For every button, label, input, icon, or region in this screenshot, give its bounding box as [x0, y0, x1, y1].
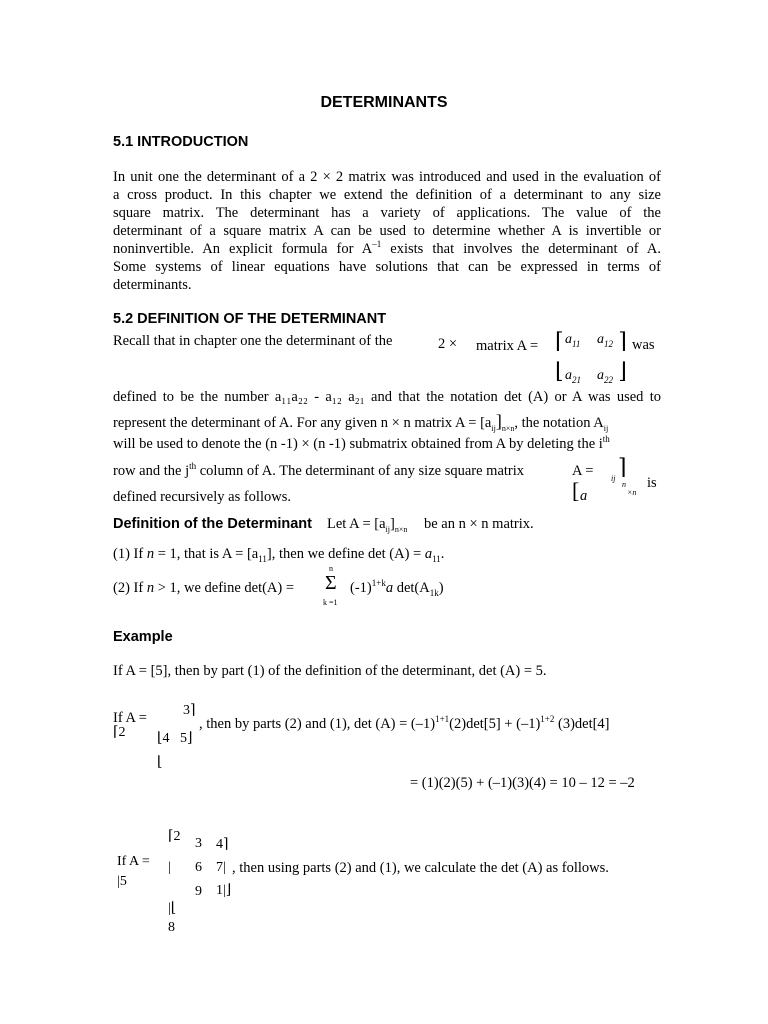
- A-equals: A =: [572, 463, 594, 479]
- intro-line-6: Some systems of linear equations have solutions that can be expressed in terms of: [113, 259, 661, 275]
- will-be-line: will be used to denote the (n -1) × (n -1) submatrix obtained from A by deleting the $i^{th}$: [113, 434, 610, 452]
- intro-line-4: determinant of a square matrix A can be used to determine whether A is invertible or: [113, 223, 661, 239]
- xn-subscript: ×n: [627, 488, 637, 497]
- sigma-symbol: Σ: [325, 572, 337, 594]
- section-heading-definition: 5.2 DEFINITION OF THE DETERMINANT: [113, 311, 387, 327]
- section-heading-introduction: 5.1 INTRODUCTION: [113, 134, 249, 150]
- entry-a22: $a_{22}$: [597, 368, 613, 385]
- example-3-text: , then using parts (2) and (1), we calculate the det (A) as follows.: [232, 860, 609, 876]
- a-entry: a: [580, 488, 588, 504]
- ex3-if: If A =: [117, 854, 150, 869]
- represent-line: represent the determinant of A. For any given n × n matrix $A = [a_{ij}]_{n\times n}$, the notation $A_{ij}$: [113, 411, 609, 433]
- ij-subscript: ij: [611, 474, 616, 483]
- inverse-superscript: –1: [372, 239, 382, 250]
- intro-line-1: In unit one the determinant of a 2 × 2 matrix was introduced and used in the evaluation of: [113, 169, 661, 185]
- bracket-right-top: ⌉: [618, 454, 627, 479]
- row-line: row and the $j^{th}$ column of A. The determinant of any size square matrix: [113, 461, 525, 479]
- sigma-top: n: [329, 564, 333, 573]
- example-2-text: , then by parts (2) and (1), $\det (A) = (-1)^{1+1}(2)\det[5] + (-1)^{1+2}$ (3)det[4]: [199, 714, 610, 732]
- matrix-2x2-example: ⌈2 3⌉ ⌊4 5⌋ ⌊: [113, 703, 196, 770]
- definition-label: Definition of the Determinant: [113, 516, 312, 532]
- defined-recursively: defined recursively as follows.: [113, 489, 291, 505]
- example-2-if: If A =: [113, 710, 147, 726]
- n-subscript: n: [622, 480, 626, 489]
- was-word: was: [632, 337, 655, 353]
- intro-line-7: determinants.: [113, 277, 192, 293]
- sigma-bottom: k =1: [323, 598, 338, 607]
- entry-a12: $a_{12}$: [597, 332, 613, 349]
- matrix-3x3-example: ⌈2 3 4⌉ If A = | |5 6 7| 9 1|⌋ |⌊ 8: [117, 829, 232, 935]
- recall-text: Recall that in chapter one the determinant of the: [113, 333, 393, 349]
- entry-a11: $a_{11}$: [565, 332, 581, 349]
- rule-1: (1) If n = 1, that is $A = [a_{11}]$, then we define $\det (A) = a_{11}$.: [113, 546, 445, 564]
- example-heading: Example: [113, 629, 173, 645]
- rule-2: (2) If n > 1, we define det(A) =: [113, 580, 295, 596]
- page-title: DETERMINANTS: [320, 94, 448, 111]
- definition-text: Let $A = [a_{ij}]_{n\times n}$: [327, 516, 408, 534]
- intro-line-5-tail: exists that involves the determinant of A.: [381, 241, 662, 257]
- definition-tail: be an n × n matrix.: [424, 516, 534, 532]
- intro-line-5-text: noninvertible. An explicit formula for A: [113, 241, 373, 257]
- bracket-left-bottom: [: [572, 478, 580, 503]
- matrix-2x2-generic: ⌈ ⌊ ⌉ ⌋ $a_{11}$ $a_{12}$ $a_{21}$ $a_{22}$: [555, 328, 627, 385]
- intro-line-3: square matrix. The determinant has a variety of applications. The value of the: [113, 205, 661, 221]
- example-2-result: = (1)(2)(5) + (–1)(3)(4) = 10 – 12 = –2: [410, 775, 635, 791]
- intro-line-5: [113, 240, 661, 258]
- defined-line: defined to be the number a₁₁a₂₂ - a₁₂ a₂₁ and that the notation det (A) or A was used to: [113, 389, 661, 405]
- matrix-A-label: matrix A =: [476, 338, 539, 354]
- intro-line-2: a cross product. In this chapter we extend the definition of a determinant to any size: [113, 187, 661, 203]
- two-by-label: 2 ×: [438, 336, 458, 352]
- example-1: If A = [5], then by part (1) of the definition of the determinant, det (A) = 5.: [113, 663, 547, 679]
- is-word: is: [647, 475, 657, 491]
- sum-term: $(-1)^{1+k}a$ $\det(A_{1k})$: [350, 578, 444, 598]
- entry-a21: $a_{21}$: [565, 368, 581, 385]
